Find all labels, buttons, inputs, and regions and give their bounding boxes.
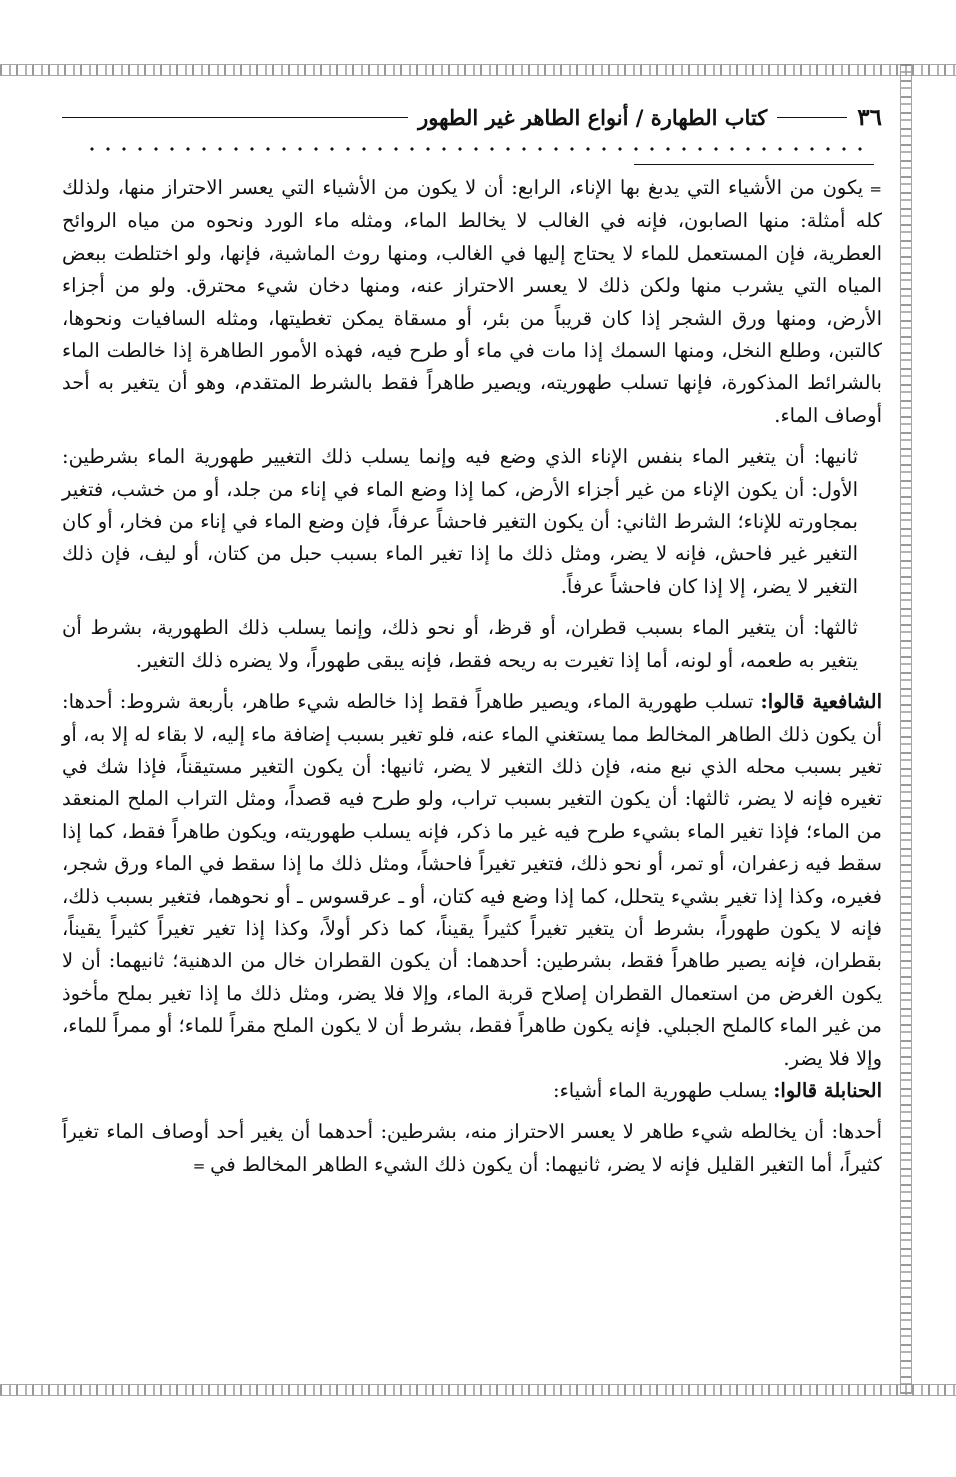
dotted-separator — [84, 147, 874, 151]
paragraph: أحدها: أن يخالطه شيء طاهر لا يعسر الاحتراز منه، بشرطين: أحدهما أن يغير أحد أوصاف الماء تغيراً كثيراً، أما التغير القليل فإنه لا يضر، ثانيهما: أن يكون ذلك الشيء الطاهر المخالط في = — [62, 1120, 882, 1176]
decorative-border-right — [900, 64, 912, 1394]
header-rule — [777, 117, 847, 118]
decorative-border-bottom — [0, 1384, 956, 1396]
decorative-border-top — [0, 64, 956, 76]
school-label: الحنابلة قالوا: — [773, 1078, 882, 1102]
continuation-mark: = — [192, 1156, 211, 1175]
continuation-mark: = — [863, 180, 882, 198]
header-rule-long — [62, 117, 408, 118]
footnote-rule — [634, 164, 874, 165]
paragraph: = يكون من الأشياء التي يدبغ بها الإناء، الرابع: أن لا يكون من الأشياء التي يعسر الاحتراز منها، ولذلك كله أمثلة: منها الصابون، فإنه في الغالب لا يخالط الماء، ومثله ماء الورد ونحوه من مياه الروائح العطرية، فإن المستعمل للماء لا يحتاج إليها في الغالب، ومنها روث الماشية، فإنها، ولو اختلطت ببعض المياه التي يشرب منها ولكن ذلك لا يعسر الاحتراز عنه، ومنها دخان شيء محترق. ولو من أجزاء الأرض، ومنها ورق الشجر إذا كان قريباً من بئر، أو مسقاة يمكن تغطيتها، ومثله السافيات ونحوها، كالتبن، وطلع النخل، ومنها السمك إذا مات في ماء أو طرح فيه، فهذه الأمور الطاهرة إذا خالطت الماء بالشرائط المذكورة، فإنها تسلب طهوريته، ويصير طاهراً فقط بالشرط المتقدم، وهو أن يتغير به أحد أوصاف الماء. — [62, 176, 882, 427]
paragraph: ثانيها: أن يتغير الماء بنفس الإناء الذي وضع فيه وإنما يسلب ذلك التغيير طهورية الماء بشرطين: الأول: أن يكون الإناء من غير أجزاء الأرض، كما إذا وضع الماء في إناء من جلد، أو من خشب، فتغير بمجاورته للإناء؛ الشرط الثاني: أن يكون التغير فاحشاً عرفاً، فإن وضع الماء في إناء من فخار، أو كان التغير غير فاحش، فإنه لا يضر، ومثل ذلك ما إذا تغير الماء بسبب حبل من كتان، أو ليف، فإن ذلك التغير لا يضر، إلا إذا كان فاحشاً عرفاً. — [62, 445, 858, 598]
page-header — [62, 100, 882, 134]
running-title: كتاب الطهارة / أنواع الطاهر غير الطهور — [418, 104, 768, 130]
paragraph: الشافعية قالوا: تسلب طهورية الماء، ويصير طاهراً فقط إذا خالطه شيء طاهر، بأربعة شروط: أحدها: أن يكون ذلك الطاهر المخالط مما يستغني الماء عنه، فلو تغير بسبب إضافة ماء إليه، لا بقاء له إلا به، أو تغير بسبب محله الذي نبع منه، فإن ذلك التغير لا يضر، ثانيها: أن يكون التغير مستيقناً، فإذا شك في تغيره فإنه لا يضر، ثالثها: أن يكون التغير بسبب تراب، ولو طرح فيه قصداً، ومثل التراب الملح المنعقد من الماء؛ فإذا تغير الماء بشيء طرح فيه غير ما ذكر، فإنه يسلب طهوريته، ويكون طاهراً فقط، كما إذا سقط فيه زعفران، أو تمر، أو نحو ذلك، فتغير تغيراً فاحشاً، ومثل ذلك ما إذا سقط في الماء ورق شجر، فغيره، وكذا إذا تغير بشيء يتحلل، كما إذا وضع فيه كتان، أو ـ عرقسوس ـ أو نحوهما، فتغير بسبب ذلك، فإنه لا يكون طهوراً، بشرط أن يتغير تغيراً كثيراً يقيناً، كما ذكر أولاً، وكذا إذا تغير تغيراً كثيراً يقيناً، بقطران، فإنه يصير طاهراً فقط، بشرطين: أحدهما: أن يكون القطران خال من الدهنية؛ ثانيهما: أن لا يكون الغرض من استعمال القطران إصلاح قربة الماء، وإلا فلا يضر، ومثل ذلك ما إذا تغير بملح مأخوذ من غير الماء كالملح الجبلي. فإنه يكون طاهراً فقط، بشرط أن لا يكون الملح مقراً للماء؛ أو ممراً للماء، وإلا فلا يضر. — [62, 690, 882, 1070]
paragraph: الحنابلة قالوا: يسلب طهورية الماء أشياء: — [553, 1078, 882, 1102]
page-number: ٣٦ — [857, 103, 882, 131]
school-label: الشافعية قالوا: — [760, 690, 882, 714]
footnote-text — [62, 172, 882, 1182]
paragraph: ثالثها: أن يتغير الماء بسبب قطران، أو قرظ، أو نحو ذلك، وإنما يسلب ذلك الطهورية، بشرط أن يتغير به طعمه، أو لونه، أما إذا تغيرت به ريحه فقط، فإنه يبقى طهوراً، ولا يضره ذلك التغير. — [62, 616, 858, 672]
